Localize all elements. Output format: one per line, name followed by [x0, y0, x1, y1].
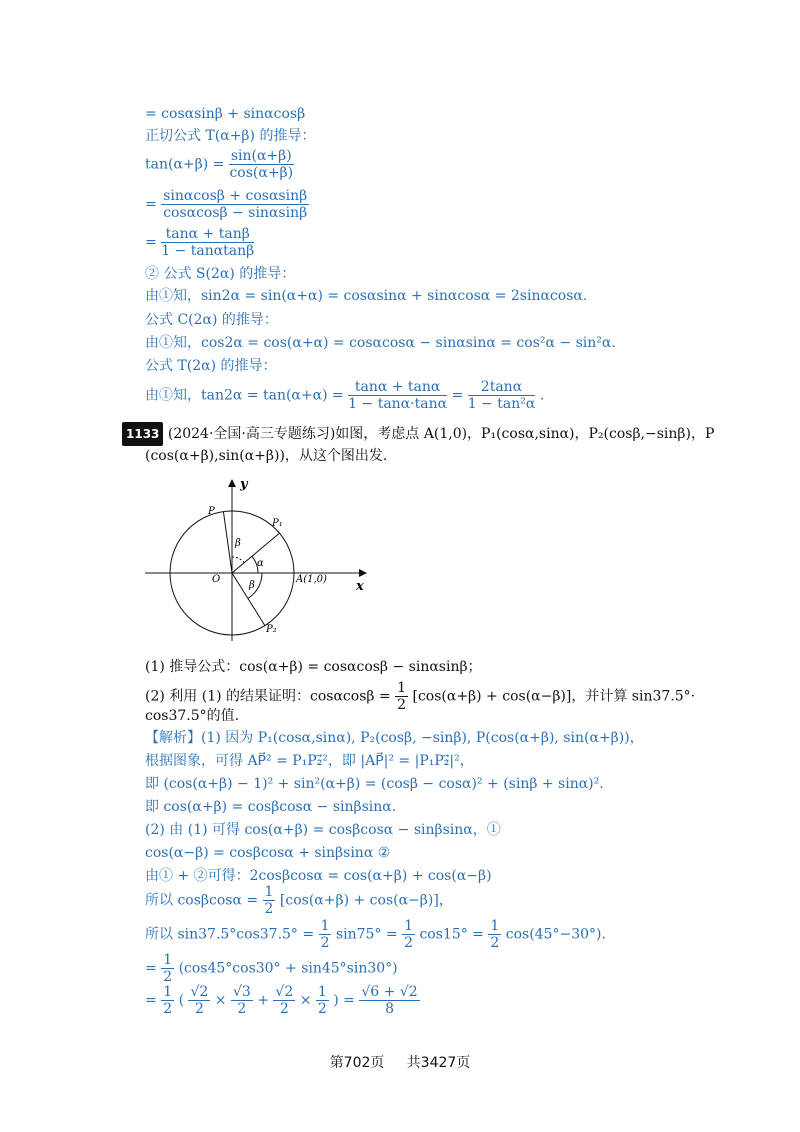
- solution-line-9-b: sin75° =: [335, 926, 398, 943]
- numerator: sinαcosβ + cosαsinβ: [163, 188, 308, 204]
- numerator: 1: [163, 952, 173, 968]
- t2a-prefix: 由①知，tan2α = tan(α+α) =: [145, 387, 344, 404]
- s2a-line: 由①知，sin2α = sin(α+α) = cosαsinα + sinαcosα = 2sinαcosα.: [145, 288, 588, 304]
- solution-line-10-suffix: (cos45°cos30° + sin45°sin30°): [178, 960, 398, 977]
- point-a-label: A(1,0): [296, 574, 327, 585]
- fraction: [161, 226, 254, 259]
- numerator: √6 + √2: [361, 984, 418, 1000]
- solution-line-9-d: cos(45°−30°).: [505, 926, 606, 943]
- numerator: 2tanα: [468, 379, 536, 396]
- solution-line-8: [145, 884, 453, 917]
- solution-line-2: 根据图象，可得 AP⃗² = P₁P₂⃗²，即 |AP⃗|² = |P₁P₂⃗|²，: [145, 753, 474, 769]
- denominator: 2: [320, 935, 330, 951]
- fraction: [348, 379, 447, 412]
- solution-line-10: [145, 952, 398, 985]
- problem-number-badge: 1133: [122, 422, 163, 446]
- tan-sum-lhs: tan(α+β) =: [145, 156, 225, 173]
- point-p1-label: P₁: [272, 518, 283, 529]
- solution-line-9-c: cos15° =: [419, 926, 484, 943]
- numerator: tanα + tanβ: [161, 226, 254, 243]
- alpha-label: α: [257, 558, 264, 569]
- fraction-half: [395, 680, 408, 713]
- question-2-prefix: (2) 利用 (1) 的结果证明：cosαcosβ =: [145, 688, 391, 705]
- equals-sign: =: [451, 387, 464, 404]
- fraction-half: [161, 984, 174, 1017]
- denominator: 1 − tanαtanβ: [161, 243, 255, 259]
- origin-label: O: [212, 574, 221, 585]
- fraction-half: [263, 884, 276, 917]
- fraction-half: [402, 918, 415, 951]
- denominator: 2: [279, 1001, 289, 1017]
- denominator: 2: [237, 1001, 247, 1017]
- denominator: 2: [490, 935, 500, 951]
- times-sign: ×: [214, 992, 227, 1009]
- equals-sign: =: [145, 992, 157, 1009]
- point-p-label: P: [208, 506, 215, 517]
- problem-line-1: [122, 422, 714, 446]
- tan-sum-heading: 正切公式 T(α+β) 的推导：: [145, 128, 316, 144]
- question-2-line-2: cos37.5°的值.: [145, 708, 240, 724]
- tan-sum-step2: [145, 188, 309, 221]
- solution-line-9: [145, 918, 606, 951]
- numerator: 1: [264, 884, 274, 900]
- tan-sum-formula: [145, 148, 294, 181]
- numerator: √2: [190, 984, 209, 1000]
- solution-line-8-suffix: [cos(α+β) + cos(α−β)]，: [279, 892, 453, 909]
- x-axis-label: x: [356, 579, 364, 594]
- numerator: 1: [163, 984, 173, 1000]
- problem-line-2: (cos(α+β),sin(α+β))，从这个图出发.: [145, 448, 388, 464]
- denominator: 2: [163, 969, 173, 985]
- solution-line-3: 即 (cos(α+β) − 1)² + sin²(α+β) = (cosβ − cosα)² + (sinβ + sinα)².: [145, 776, 604, 792]
- t2a-formula: [145, 379, 544, 412]
- unit-circle-figure: [140, 476, 380, 646]
- fraction-1-over-2: [316, 984, 329, 1017]
- fraction-sqrt3-over-2: [231, 984, 253, 1017]
- numerator: √3: [232, 984, 251, 1000]
- close-paren: ) =: [333, 992, 355, 1009]
- numerator: sin(α+β): [230, 148, 292, 164]
- numerator: 1: [320, 918, 330, 934]
- t2a-heading: 公式 T(2α) 的推导：: [145, 358, 277, 374]
- numerator: 1: [397, 680, 407, 696]
- fraction-half: [161, 952, 174, 985]
- denominator: cos(α+β): [229, 165, 294, 181]
- y-axis-label: y: [240, 477, 248, 492]
- numerator: 1: [490, 918, 500, 934]
- open-paren: (: [178, 992, 185, 1009]
- solution-line-8-prefix: 所以 cosβcosα =: [145, 892, 259, 909]
- denominator: 1 − tan²α: [467, 396, 536, 412]
- fraction-half: [488, 918, 501, 951]
- plus-sign: +: [257, 992, 269, 1009]
- times-sign: ×: [299, 992, 312, 1009]
- solution-line-7: 由① + ②可得：2cosβcosα = cos(α+β) + cos(α−β): [145, 868, 492, 884]
- beta-label-upper: β: [235, 538, 241, 549]
- denominator: 2: [397, 697, 407, 713]
- beta-label-lower: β: [249, 580, 255, 591]
- denominator: 2: [404, 935, 413, 951]
- page-total: 共3427页: [406, 1055, 471, 1071]
- c2a-heading: 公式 C(2α) 的推导：: [145, 312, 278, 328]
- tan-sum-step3: [145, 226, 254, 259]
- equals-sign: =: [145, 960, 157, 977]
- denominator: cosαcosβ − sinαsinβ: [163, 205, 308, 221]
- numerator: 1: [404, 918, 413, 934]
- equals-sign: =: [145, 234, 157, 251]
- ray-p: [223, 512, 232, 573]
- fraction: [468, 379, 536, 412]
- derivation-line: = cosαsinβ + sinαcosβ: [145, 106, 306, 122]
- s2a-heading: ② 公式 S(2α) 的推导：: [145, 266, 296, 282]
- numerator: 1: [317, 984, 327, 1000]
- question-1: (1) 推导公式：cos(α+β) = cosαcosβ − sinαsinβ；: [145, 659, 482, 675]
- denominator: 2: [264, 901, 274, 917]
- solution-line-11: [145, 984, 420, 1017]
- equals-sign: =: [145, 196, 157, 213]
- fraction-sqrt2-over-2: [273, 984, 295, 1017]
- denominator: 1 − tanα·tanα: [348, 396, 448, 412]
- solution-line-9-a: 所以 sin37.5°cos37.5° =: [145, 926, 315, 943]
- solution-line-6: cos(α−β) = cosβcosα + sinβsinα ②: [145, 845, 391, 861]
- solution-line-5: (2) 由 (1) 可得 cos(α+β) = cosβcosα − sinβsinα，①: [145, 822, 501, 838]
- fraction: [161, 188, 309, 221]
- question-2-suffix: [cos(α+β) + cos(α−β)]，并计算 sin37.5°·: [412, 688, 696, 705]
- denominator: 8: [385, 1001, 394, 1017]
- page-number: 第702页: [329, 1055, 385, 1071]
- final-fraction: [359, 984, 419, 1017]
- period: .: [539, 387, 545, 404]
- point-p2-label: P₂: [266, 624, 277, 635]
- numerator: tanα + tanα: [348, 379, 447, 396]
- problem-text: (2024·全国·高三专题练习)如图，考虑点 A(1,0)，P₁(cosα,sinα)，P₂(cosβ,−sinβ)，P: [167, 426, 715, 442]
- denominator: 2: [194, 1001, 204, 1017]
- denominator: 2: [163, 1001, 173, 1017]
- solution-line-4: 即 cos(α+β) = cosβcosα − sinβsinα.: [145, 799, 397, 815]
- fraction: [229, 148, 294, 181]
- numerator: √2: [275, 984, 294, 1000]
- page-footer: [0, 1052, 800, 1072]
- c2a-line: 由①知，cos2α = cos(α+α) = cosαcosα − sinαsinα = cos²α − sin²α.: [145, 335, 616, 351]
- fraction-sqrt2-over-2: [188, 984, 210, 1017]
- solution-line-1: 【解析】(1) 因为 P₁(cosα,sinα), P₂(cosβ, −sinβ), P(cos(α+β), sin(α+β))，: [145, 730, 644, 746]
- denominator: 2: [317, 1001, 327, 1017]
- fraction-half: [319, 918, 332, 951]
